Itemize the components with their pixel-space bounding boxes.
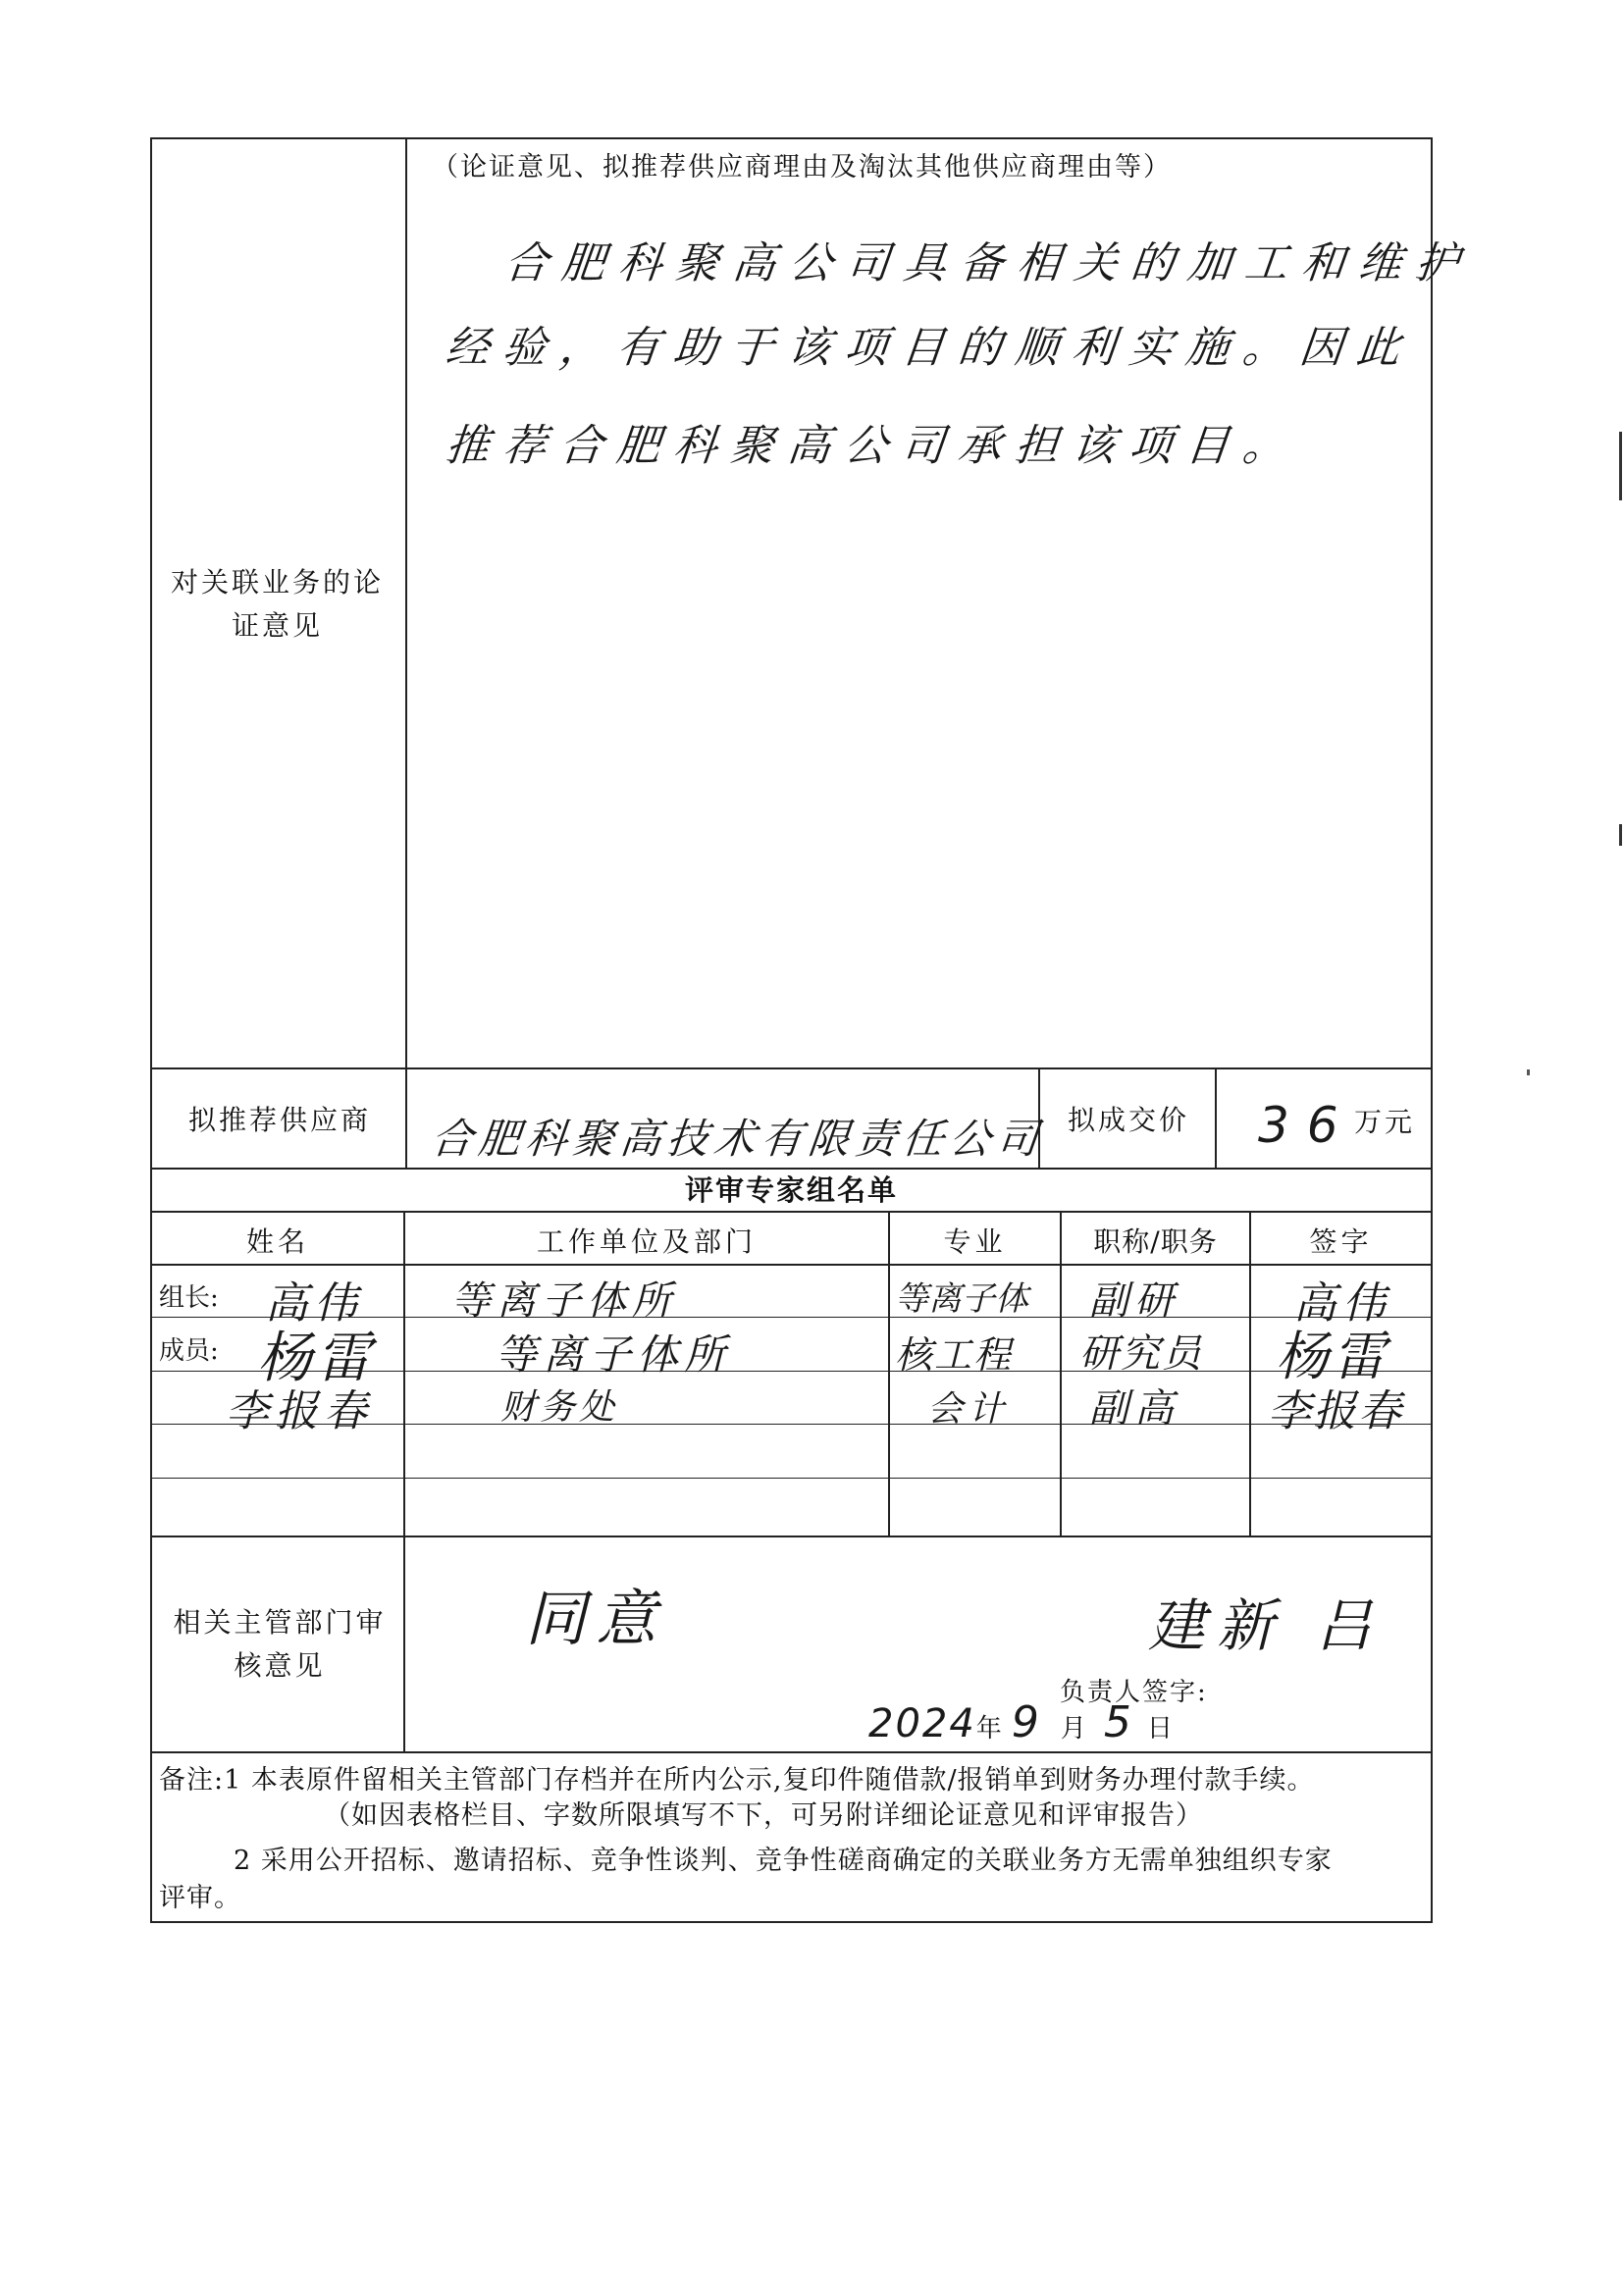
argument-label-text: 对关联业务的论证意见 — [170, 566, 384, 642]
expert-1-unit: 等离子体所 — [451, 1278, 677, 1324]
line-v-label-1 — [405, 137, 407, 1168]
expert-3-unit: 财务处 — [500, 1387, 619, 1428]
scan-edge-mark-1 — [1619, 432, 1622, 500]
date-month-unit: 月 — [1060, 1714, 1086, 1744]
expert-2-name: 杨雷 — [257, 1327, 375, 1390]
expert-1-major: 等离子体 — [895, 1279, 1028, 1319]
date-month: 9 — [1011, 1697, 1039, 1747]
approval-date — [868, 1697, 1173, 1746]
price-unit: 万元 — [1354, 1106, 1416, 1138]
header-sign: 签字 — [1309, 1225, 1373, 1258]
expert-3-sign: 李报春 — [1268, 1386, 1403, 1436]
approval-label-text: 相关主管部门审核意见 — [173, 1606, 387, 1682]
date-day: 5 — [1103, 1697, 1131, 1747]
argument-hint: （论证意见、拟推荐供应商理由及淘汰其他供应商理由等） — [432, 152, 1172, 182]
argument-handwritten-line-2: 经验，有助于该项目的顺利实施。因此 — [443, 323, 1417, 373]
scan-edge-mark-2 — [1619, 824, 1622, 846]
header-name: 姓名 — [245, 1225, 309, 1258]
date-year: 2024 — [868, 1701, 976, 1746]
argument-handwritten-line-1: 合肥科聚高公司具备相关的加工和维护 — [501, 238, 1476, 288]
expert-2-major: 核工程 — [895, 1333, 1014, 1377]
expert-2-unit: 等离子体所 — [496, 1330, 732, 1379]
header-unit: 工作单位及部门 — [536, 1225, 757, 1258]
line-h-3 — [150, 1211, 1433, 1213]
expert-panel-title: 评审专家组名单 — [684, 1173, 898, 1207]
line-v-approval — [403, 1536, 405, 1751]
argument-handwritten-line-3: 推荐合肥科聚高公司承担该项目。 — [443, 421, 1303, 471]
expert-1-sign: 高伟 — [1293, 1278, 1391, 1328]
expert-2-title: 研究员 — [1079, 1331, 1203, 1377]
expert-3-name: 李报春 — [226, 1386, 373, 1436]
price-value: 36 — [1258, 1097, 1356, 1154]
signer-label: 负责人签字: — [1060, 1678, 1208, 1707]
header-title: 职称/职务 — [1093, 1225, 1218, 1258]
frame-top — [150, 137, 1433, 139]
line-h-4 — [150, 1264, 1433, 1266]
member-label: 成员: — [159, 1336, 219, 1366]
expert-2-sign: 杨雷 — [1276, 1326, 1389, 1387]
approval-label — [162, 1601, 397, 1688]
line-h-9 — [150, 1536, 1433, 1537]
scan-dot — [1527, 1069, 1530, 1075]
price-label: 拟成交价 — [1067, 1104, 1189, 1136]
approval-opinion: 同意 — [525, 1583, 667, 1654]
date-year-unit: 年 — [975, 1714, 1002, 1744]
note-line-4: 评审。 — [159, 1883, 241, 1913]
leader-label: 组长: — [159, 1283, 219, 1313]
expert-3-major: 会计 — [927, 1389, 1011, 1430]
date-day-unit: 日 — [1146, 1714, 1173, 1744]
frame-right — [1431, 137, 1433, 1923]
line-h-10 — [150, 1751, 1433, 1753]
line-h-2 — [150, 1168, 1433, 1170]
note-line-2: （如因表格栏目、字数所限填写不下，可另附详细论证意见和评审报告） — [324, 1800, 1203, 1831]
expert-3-title: 副高 — [1089, 1386, 1179, 1432]
approval-signature: 建新 吕 — [1148, 1592, 1385, 1659]
note-line-1: 备注:1 本表原件留相关主管部门存档并在所内公示,复印件随借款/报销单到财务办理付款手续。 — [159, 1765, 1315, 1796]
frame-left — [150, 137, 152, 1923]
line-h-1 — [150, 1067, 1433, 1069]
expert-1-title: 副研 — [1089, 1278, 1179, 1324]
supplier-name: 合肥科聚高技术有限责任公司 — [429, 1115, 1047, 1163]
header-major: 专业 — [943, 1225, 1007, 1258]
line-h-8 — [150, 1478, 1433, 1479]
argument-label — [167, 561, 388, 648]
supplier-label: 拟推荐供应商 — [187, 1104, 371, 1136]
line-v-supplier-2 — [1215, 1067, 1217, 1168]
expert-1-name: 高伟 — [265, 1278, 363, 1328]
note-line-3: 2 采用公开招标、邀请招标、竞争性谈判、竞争性磋商确定的关联业务方无需单独组织专家 — [234, 1846, 1333, 1876]
